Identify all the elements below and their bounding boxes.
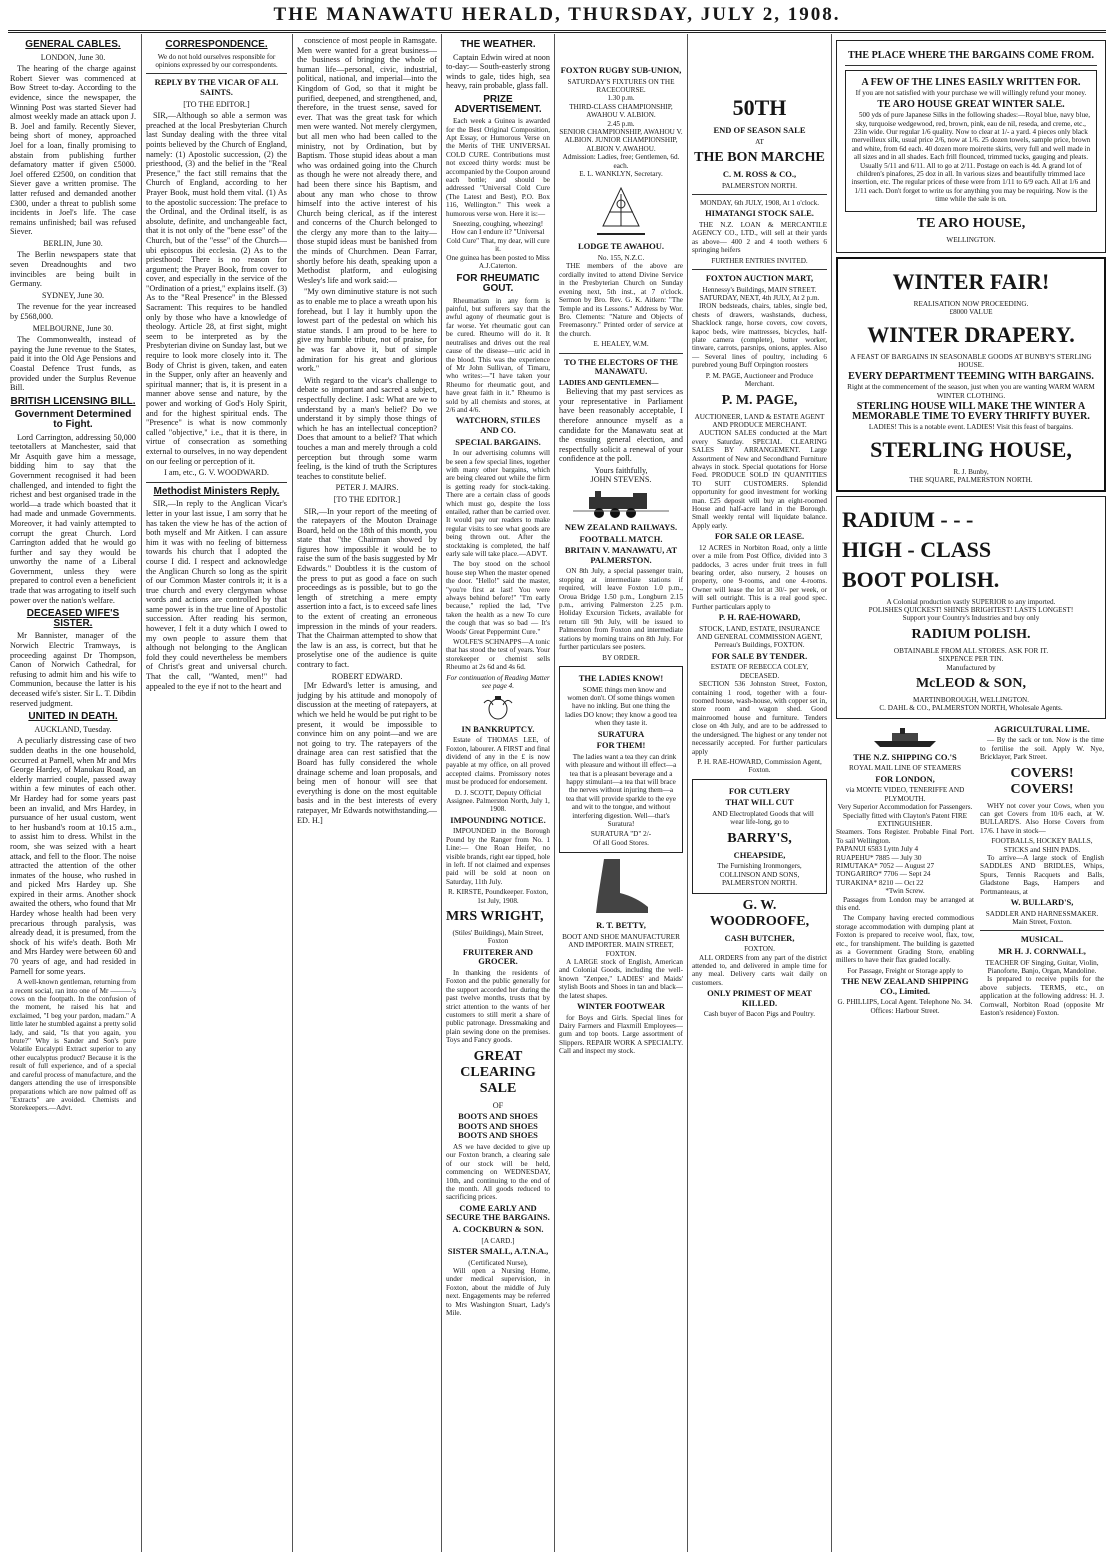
main-foxton: Main Street, Foxton. (1012, 918, 1072, 927)
coley-line: ESTATE OF REBECCA COLEY, DECEASED. (710, 663, 809, 680)
sister-heading: DECEASED WIFE'S SISTER. (26, 608, 120, 629)
continuation-note: For continuation of Reading Matter see page 4. (446, 673, 550, 691)
correspondence-heading: CORRESPONDENCE. (165, 39, 268, 50)
column-divider (141, 34, 142, 1552)
footballs-line: FOOTBALLS, HOCKEY BALLS, STICKS and SHIN PADS. (991, 837, 1093, 854)
masthead-rule (8, 30, 1106, 31)
electors-signature: JOHN STEVENS. (590, 475, 652, 485)
fixture: SENIOR CHAMPIONSHIP, AWAHOU V. ALBION. JUNIOR CHAMPIONSHIP, ALBION V. AWAHOU. (559, 128, 683, 153)
phillips-line: G. PHILLIPS, Local Agent. Telephone No. 34. Offices: Harbour Street. (837, 998, 973, 1015)
teacher-line: TEACHER OF Singing, Guitar, Violin, Pianoforte, Banjo, Organ, Mandoline. (985, 958, 1099, 976)
methodist-heading: Methodist Ministers Reply. (153, 485, 280, 497)
saturday-line: SATURDAY, NEXT, 4th JULY, At 2 p.m. (699, 294, 820, 303)
sterling-make: STERLING HOUSE WILL MAKE THE WINTER A MEMORABLE TIME TO EVERY THRIFTY BUYER. (852, 401, 1090, 422)
electors-body: Believing that my past services as your representative in Parliament have been reasonably acceptable, I therefore announce myself as a candidate for the Manawatu seat at the ensuing general election, and respectfully solicit a renewal of your confidence at the poll. (559, 387, 683, 464)
gout-heading: FOR RHEUMATIC GOUT. (456, 273, 540, 295)
editor-note: [Mr Edward's letter is amusing, and judging by his attitude and monopoly of discussion at the meeting of ratepayers, at which we held he would be put right to be present, it would be impossible to convince him on any point—and we are not going to try. The ratepayers of the drainage area can rest satisfied that the Board has fully considered the whole drainage scheme and loan proposals, and being men of honour will see that everything is done on the most equitable basis and in the best interests of every ratepayer, Mr Edwards notwithstanding.—ED. H.] (297, 681, 437, 825)
match-heading: BRITAIN V. MANAWATU, AT PALMERSTON. (564, 545, 678, 565)
card-label: [A CARD.] (481, 1236, 515, 1245)
letter-body: SIR,—Although so able a sermon was preached at the local Presbyterian Church last Sunday dealing with the three vital points believed by the Church of England, namely: (1) Apostolic succession, (2) the priesthood, (3) and the belief in the "Real Presence," the fact still remains that the Church of England, according to her Prayer Book, must hold them vital. (1) As to the apostolic succession: The preface to the Ordinal, and the Ordinal itself, is as absolute, definite, and unchangeable fact, that it is not only of the "bene esse" of the Church, but of the "esse" of the Church—ubi episcopus ibi ecclesia. (2) As to the priesthood: There is no reason for argument; the Prayer Book, from cover to cover, and especially in the service of the "Ordination of a priest," explains itself. (3) As to the "Real Presence" in the Blessed Sacrament: This requires to be handled only by those who have a knowledge of theology. Article 28, at first sight, might seem to be interpreted as by the Presbyterian divine on Sunday last, but we require to look more closely into it. The Body of Christ is given, taken, and eaten in the Supper, only after an heavenly and spiritual manner; that is, it is present in a manner above sense and nature, by the power and working of God's Holy Spirit, and for the highest spiritual ends. The "Presence" is what is now commonly called "objective," i.e., that it is there, in virtue of consecration as something external to ourselves, in no way dependent on our feeling or perception of it. (146, 111, 287, 466)
radium-colonial: A Colonial production vastly SUPERIOR to any imported. (886, 597, 1056, 606)
dateline: BERLIN, June 30. (43, 238, 103, 248)
sister-body: Will open a Nursing Home, under medical supervision, in Foxton, about the middle of July next. Engagements may be referred to Mrs Washington Stuart, Lady's Mile. (446, 1267, 550, 1318)
sister-small-name: SISTER SMALL, A.T.N.A., (447, 1246, 549, 1257)
locomotive-icon (559, 489, 683, 519)
railways-body: ON 8th July, a special passenger train, stopping at intermediate stations if required, will leave Foxton 1.0 p.m., Oroua Bridge 1.50 p.m., Longburn 2.15 p.m., arriving Palmerston 2.25 p.m. Holiday Excursion Tickets, available for return till 9th July, will be issued to Palmerston from Foxton and intermediate stations by morning trains on 8th July. For further particulars see posters. (559, 567, 683, 652)
bankruptcy-signature: D. J. SCOTT, Deputy Official Assignee. Palmerston North, July 1, 1908. (446, 788, 550, 814)
lodge-signature: E. HEALEY, W.M. (593, 340, 649, 349)
musical-heading: MUSICAL. (1020, 934, 1064, 945)
column-4 (446, 36, 550, 1551)
signature: I am, etc., G. V. WOODWARD. (164, 468, 269, 478)
column-3 (297, 36, 437, 1551)
editor-line: [TO THE EDITOR.] (333, 494, 401, 504)
column-divider (554, 34, 555, 1552)
ladies-notable: LADIES! This is a notable event. LADIES! Visit this feast of bargains. (868, 423, 1074, 432)
betty-footer: for Boys and Girls. Special lines for Dairy Farmers and Flaxmill Employees—gum and top boots. Large assortment of Slippers. REPAIR WORK A SPECIALTY. Call and inspect my stock. (559, 1013, 683, 1056)
covers-body: WHY not cover your Cows, when you can get Covers from 10/6 each, at W. BULLARD'S. Also Horse Covers from 17/6. I have in stock— (980, 801, 1104, 835)
letter-body: SIR,—In reply to the Anglican Vicar's letter in your last issue, I am sorry that he has taken the view he has of the action of both myself and Mr Aitken. I can assure him it was with no feeling of bitterness towards his church that I adopted the course I did. I respect and acknowledge the Anglican Church so long as the spirit of our Common Master controls it; it is a true church and every clergyman whose words and actions are controlled by that same power is in the true line of Apostolic succession. After reading his sermon, however, I felt it a duty which I owed to my own people to assure them that although not belonging to the Anglican fold they could nevertheless be members of Christ's great and universal church. That the call, "Wanted, men!" had appealed to the eye if not to the heart and (146, 499, 287, 691)
bon-marche: THE BON MARCHE (694, 150, 825, 165)
signature: PETER J. MAJRS. (335, 483, 399, 493)
dateline: SYDNEY, June 30. (41, 290, 105, 300)
disclaimer: We do not hold ourselves responsible for opinions expressed by our correspondents. (155, 52, 278, 69)
feast-line: A FEAST OF BARGAINS IN SEASONABLE GOODS AT BUNBY'S STERLING HOUSE. (850, 352, 1092, 370)
column-6 (692, 36, 827, 1551)
for-sale-heading: FOR SALE OR LEASE. (714, 531, 805, 542)
cutlery-subheading: THAT WILL CUT (725, 797, 794, 808)
column-1 (10, 36, 136, 1551)
cutlery-ad (692, 779, 827, 894)
ladies-know-body: SOME things men know and women don't. Of some things women have no inkling. But one thing the ladies DO know; they know a good tea when they taste it. (565, 685, 677, 728)
at-label: AT (755, 137, 764, 146)
bankruptcy-body: Estate of THOMAS LEE, of Foxton, labourer. A FIRST and final dividend of any in the £ is now payable at my office, on all proved accepted claims. Promissory notes must be produced for endorsement. (446, 736, 550, 787)
lodge-heading: LODGE TE AWAHOU. (577, 241, 665, 252)
article-paragraph: Mr Bannister, manager of the Norwich Electric Tramways, is proceeding against Dr Thompson, Canon of Norwich Cathedral, for refusing to admit him and his wife to Communion, because the latter is his deceased wife's sister. Sir L. T. Dibdin reserved judgment. (10, 631, 136, 708)
special-heading: SPECIAL BARGAINS. (455, 436, 541, 447)
te-aro-ad (836, 40, 1106, 253)
nzloan-body: THE N.Z. LOAN & MERCANTILE AGENCY CO., LTD., will sell at their yards as above— 400 2 and 4 tooth wethers 6 springing heifers (692, 221, 827, 255)
signature: ROBERT EDWARD. (331, 671, 403, 681)
steamer-row: PAPANUI 6583 Lyttn July 4 (836, 845, 919, 854)
boot-icon (559, 857, 683, 917)
via-line: via MONTE VIDEO, TENERIFFE AND PLYMOUTH. (845, 786, 965, 803)
watchorn-heading: WATCHORN, STILES AND CO. (455, 415, 541, 435)
right-at-line: Right at the commencement of the season, just when you are wanting WARM WARM WINTER CLOTHING. (847, 383, 1095, 400)
clearing-of: OF (492, 1100, 504, 1110)
rugby-admission: Admission: Ladies, free; Gentlemen, 6d. each. (562, 153, 680, 170)
letter-body: With regard to the vicar's challenge to debate so important and sacred a subject, respectfully decline. I ask: What are we to understand by a man's belief? Do we understand it by simply those things of which he has an intellectual conception? Does that amount to a belief? That which touches a man and merely through a cold perception but through some warm feeling, is the kind of truth the Scriptures teaches to constitute belief. (297, 375, 437, 481)
for-london: FOR LONDON, (875, 773, 935, 784)
letter-body: conscience of most people in Ramsgate. Men were wanted for a great business—the business of bringing the whole of human life—personal, civic, industrial, political, national, and imperial—into the Kingdom of God, so that it might be purified, deepened, and strengthened, and, therefore, in the truest sense, saved for ever. That was the great task for which men were wanted. Not merely clergymen, but all men who had been called to the ministry, not by Ordination, but by Baptism. Those stupid ideas about a man who was ordained going into the Church as though he were not already there, and had been there since his Baptism, and about any man who chose to throw himself into the active interest of his Church being clerical, as if the interest and concerns of the Church belonged to the clergy any more than to the laity—those stupid ideas must be banished from the minds of Churchmen. Dean Farrar, shortly before his death, speaking upon a Methodist platform, and eulogising Wesley's life and work said:— (297, 36, 437, 285)
special-body: In our advertising columns will be seen a few special lines, together with many other bargains, which are being cleared out while the firm is getting ready for stock-taking. There are a certain class of goods which must go, despite the loss entailed, rather than be carried over. It would pay our readers to make regular visits to see what goods are being thrown out. After the stocktaking is completed, the half early sale will take place.—ADVT. (446, 449, 550, 558)
dahl-line: C. DAHL & CO., PALMERSTON NORTH, Wholesale Agents. (879, 704, 1063, 713)
column-2 (146, 36, 287, 1551)
article-paragraph: The revenue for the year increased by £568,000. (10, 302, 136, 322)
impounding-heading: IMPOUNDING NOTICE. (450, 814, 546, 825)
prize-heading: PRIZE ADVERTISEMENT. (454, 93, 542, 115)
column-divider (687, 34, 688, 1552)
article-paragraph: The Berlin newspapers state that seven Dreadnoughts and two invincibles are being built in Germany. (10, 250, 136, 289)
winter-fair-ad (836, 257, 1106, 491)
winter-drapery-heading: WINTER DRAPERY. (867, 321, 1075, 347)
season-end: END OF SEASON SALE (713, 125, 806, 135)
rae-subtitle: STOCK, LAND, ESTATE, INSURANCE AND GENERAL COMMISSION AGENT, (696, 624, 823, 642)
article-paragraph: Lord Carrington, addressing 50,000 teetotallers at Manchester, said that Mr Asquith gave him a message, bidding him to say that the Government recognised it had been challenged, and intended to fight the richest and best organised trade in the world—a trade which boasted that it had made and unmade Governments. Moreover, it had vainly attempted to corrupt the great Church. Lord Carrington added that he would go further and say they would be unworthy the name of a Liberal Government, unless they were prepared to control even a beneficient trade that was arrogating to itself such power over the nation's welfare. (10, 432, 136, 605)
rugby-signature: E. L. WANKLYN, Secretary. (579, 170, 663, 179)
woodroofe-body: ALL ORDERS from any part of the district attended to, and delivered in ample time for any meal. Delivery carts wait daily on customers. (692, 953, 827, 987)
bargains-heading: THE PLACE WHERE THE BARGAINS COME FROM. (847, 50, 1095, 61)
suratura-stores: Of all Good Stores. (593, 838, 649, 847)
every-dept: EVERY DEPARTMENT TEEMING WITH BARGAINS. (848, 370, 1094, 382)
suratura-body: The ladies want a tea they can drink with pleasure and without ill effect—a tea that is a pleasant beverage and a happy stimulant—a tea that will brace the nerves without injuring them—a tea that will provide sparkle to the eye and wit to the tongue, and without interfering digestion. Well—that's Suratura! (565, 752, 677, 828)
wellington-label: WELLINGTON. (946, 235, 996, 244)
bullard-name: W. BULLARD'S, (1010, 897, 1074, 908)
martinborough-line: MARTINBOROUGH, WELLINGTON. (912, 695, 1030, 704)
saddles-body: To arrive—A large stock of English SADDLES AND BRIDLES, Whips, Spurs, Tennis Racquets and Balls, Gladstone Bags, Hampers and Portmanteaus, at (980, 854, 1104, 896)
column-5 (559, 36, 683, 1551)
fixture-time: 2.45 p.m. (607, 119, 635, 128)
by-order: BY ORDER. (602, 653, 640, 662)
sister-cert: (Certificated Nurse), (468, 1258, 528, 1267)
woolfe-ad: WOLFE'S SCHNAPPS—A tonic that has stood the test of years. Your storekeeper or chemist sells Rheumo at 2s 6d and 4s 6d. (446, 638, 550, 672)
rae-signature: P. H. RAE-HOWARD, Commission Agent, Foxton. (697, 757, 822, 775)
peppermint-poem: The boy stood on the school house step When the master opened the door. "Hello!" said the master, "you're first at last! You were always behind before!" "I'm early because," replied the lad, "I've taken the health as a new To cure the cough that was so bad — It's Woods' Great Peppermint Cure." (446, 560, 550, 636)
freight-line: For Passage, Freight or Storage apply to (847, 966, 963, 975)
radium-polish: RADIUM POLISH. (911, 626, 1031, 642)
divider (146, 482, 287, 483)
railways-heading: NEW ZEALAND RAILWAYS. (564, 522, 678, 533)
prize-footer: One guinea has been posted to Miss A.J.Caterton. (446, 253, 550, 271)
himatangi-heading: HIMATANGI STOCK SALE. (705, 208, 814, 219)
divider (692, 194, 827, 195)
clearing-body: AS we have decided to give up our Foxton branch, a clearing sale of our stock will be held, commencing on WEDNESDAY, 10th, and continuing to the end of the month. All goods reduced to sacrificing prices. (446, 1143, 550, 1202)
shipping-heading: THE N.Z. SHIPPING CO.'S (853, 751, 957, 762)
support-line: Support your Country's Industries and buy only (902, 614, 1040, 623)
few-lines-heading: A FEW OF THE LINES EASILY WRITTEN FOR. (861, 76, 1081, 88)
page-body: AUCTION SALES conducted at the Mart every Saturday. SPECIAL CLEARING SALES BY ARRANGEMENT. Large Assortment of New and Secondhand Furniture always in stock. Special quotations for Horse Feed. PRODUCE SOLD IN QUANTITIES TO SUIT CUSTOMERS. Splendid opportunity for good investment for working man. £25 deposit will buy an eight-roomed House and half-acre land in the Borough. Small weekly rental will liquidate balance. Apply early. (692, 429, 827, 530)
dateline: MELBOURNE, June 30. (32, 323, 114, 333)
auction-mart-heading: FOXTON AUCTION MART, (705, 273, 814, 284)
masthead-rule-2 (8, 32, 1106, 33)
cornwall-name: MR H. J. CORNWALL, (998, 946, 1086, 957)
column-divider (441, 34, 442, 1552)
ross-name: C. M. ROSS & CO., (722, 169, 797, 179)
te-aro-inner (845, 70, 1097, 212)
palmerston-label: PALMERSTON NORTH. (721, 181, 798, 190)
cutlery-heading: FOR CUTLERY (728, 785, 791, 796)
rae-address: Perreau's Buildings, FOXTON. (714, 641, 805, 650)
electors-heading: TO THE ELECTORS OF THE MANAWATU. (564, 356, 678, 377)
article-paragraph: The Commonwealth, instead of paying the June revenue to the States, paid it into the Old Age Pensions and Coastal Defence Trust funds, as provided under the Surplus Revenue Bill. (10, 335, 136, 393)
bacon-line: Cash buyer of Bacon Pigs and Poultry. (703, 1010, 816, 1019)
column-divider (831, 34, 832, 1552)
fiftieth-heading: 50TH (732, 95, 787, 120)
divider (845, 65, 1097, 66)
bunby-line: R. J. Bunby, (953, 467, 989, 476)
divider (692, 269, 827, 270)
column-7 (836, 36, 1106, 1551)
article-paragraph: A peculiarly distressing case of two sudden deaths in the one household, occurred at Parnell, when Mr and Mrs George Hardey, of Manukau Road, an elderly married couple, passed away within a few minutes of each other. Mr Hardey had for some years past been an invalid, and Mrs Hardey, in pursuance of her usual custom, went to her husband's room at 10.15 a.m., to assist him to dress. Whilst in the room, she was seized with a heart attack, and fell to the floor. The noise attracted the attention of the other inmates of the house, who rushed in and picked Mrs Hardey up. She expired in their arms. Another shock awaited the others, who found that Mr Hardey whose health had been very precarious through paralysis, was already dead, it is presumed, from the shock of his wife's death. Both Mr and Mrs Hardey were between 60 and 70 years of age, and had resided in Parnell for some years. (10, 736, 136, 976)
masthead-title: THE MANAWATU HERALD, THURSDAY, JULY 2, 1908. (273, 4, 841, 25)
radium-ad (836, 496, 1106, 719)
licensing-heading: BRITISH LICENSING BILL. (10, 395, 136, 407)
coat-of-arms-icon (446, 695, 550, 721)
cutlery-body: AND Electroplated Goods that will wear life-long, go to (712, 809, 814, 827)
impounding-signature: R. KIRSTE, Poundkeeper. Foxton, 1st July, 1908. (447, 888, 549, 905)
sterling-house: STERLING HOUSE, (870, 436, 1072, 462)
page-signature: P. M. PAGE, Auctioneer and Produce Merchant. (705, 371, 814, 389)
suratura-ad (559, 666, 683, 853)
sixpence-line: SIXPENCE PER TIN. (938, 655, 1004, 664)
page-title: P. M. PAGE, (721, 392, 798, 408)
letter-quote: "My own diminutive stature is not such as to enable me to place a wreath upon his forehead, but I lay it humbly upon the lowest part of the pedestal on which his statue stands. I am proud to be here to give my humble tribute, not of praise, for he was far above it, but of simple admiration for his great and glorious work." (297, 287, 437, 374)
hennesey-line: Hennessy's Buildings, MAIN STREET. (702, 285, 817, 294)
dateline: AUCKLAND, Tuesday. (34, 724, 112, 734)
radium-line-1: RADIUM - - - (842, 506, 974, 532)
winter-footwear: WINTER FOOTWEAR (576, 1001, 666, 1012)
steamer-row: TURAKINA* 8210 — Oct 22 (836, 878, 924, 887)
radium-line-2: HIGH - CLASS (842, 536, 992, 562)
meat-line: ONLY PRIMEST OF MEAT KILLED. (707, 988, 812, 1008)
iron-body: IRON bedsteads, chairs, tables, single bed, chests of drawers, washstands, duchess, Shacklock range, horse covers, cow covers, kapoc beds, wire mattresses, bicycles, half-plate camera (complete), butter worker, tinware, carrots, parsnips, onions, apples. Also— Several lines of poultry, including 6 purebred young Buff Orpington roosters (692, 302, 827, 370)
divider (146, 73, 287, 74)
come-early: COME EARLY AND SECURE THE BARGAINS. (446, 1202, 550, 1223)
furnishing-line: The Furnishing Ironmongers, COLLINSON AND SONS, PALMERSTON NORTH. (717, 862, 802, 888)
betty-body: A LARGE stock of English, American and Colonial Goods, including the well-known "Zenpee," LADIES' and Maids' stylish Boots and Shoes in tan and black—the latest shapes. (559, 958, 683, 1000)
fruiterer-heading: FRUITERER AND GROCER. (462, 946, 534, 967)
value-line: £8000 VALUE (949, 308, 993, 317)
clearing-sale-heading: GREAT CLEARING SALE (460, 1048, 536, 1096)
betty-subheading: BOOT AND SHOE MANUFACTURER AND IMPORTER. MAIN STREET, FOXTON. (562, 932, 680, 958)
radium-line-3: BOOT POLISH. (842, 566, 1000, 592)
twin-screw: *Twin Screw. (885, 887, 925, 896)
lime-body: — By the sack or ton. Now is the time to fertilise the soil. Apply W. Nye, Bricklayer, Park Street. (980, 736, 1104, 762)
article-paragraph: The hearing of the charge against Robert Siever was commenced at Bow Street to-day. According to the evidence, since the newspaper, the Winning Post was started Siever had almost weekly made an attack upon J. B. Joel and family. Recently Siever, being short of money, approached Joel for a loan, finally promising to abstain from publishing further defamatory matter if given £5000. Joel offered £2500, on condition that Siever gave a written promise. The latter refused and demanded another £300, under a threat to publish some incidents in Joel's life. The case remains unfinished; bail was refused Siever. (10, 64, 136, 237)
satisfied-line: If you are not satisfied with your purchase we will willingly refund your money. (855, 89, 1087, 98)
masonic-emblem-icon (559, 182, 683, 238)
accommodation-line: Very Superior Accommodation for Passengers. Specially fitted with Clayton's Patent FIRE EXTINGUISHER. (837, 803, 973, 828)
harness-line: SADDLER AND HARNESSMAKER. (985, 909, 1099, 918)
steamship-icon (836, 727, 974, 749)
wright-body: In thanking the residents of Foxton and the public generally for the support accorded her during the past twelve months, trusts that by strict attention to the wants of her customers to still merit a share of public patronage. Dressmaking and plain sewing done on the premises. Toys and Fancy goods. (446, 969, 550, 1045)
norbiton-body: 12 ACRES in Norbiton Road, only a little over a mile from Post Office, divided into 3 paddocks, 3 acres under fruit trees in full bearing order, also nursery, 2 houses on property, one 9-rooms, and one 4-rooms. Owner will lease the lot at 30/- per week, or will sell outright. This is a real good spec. Further particulars apply to (692, 543, 827, 611)
boots-heading: BOOTS AND SHOES BOOTS AND SHOES BOOTS AND SHOES (458, 1111, 538, 1141)
te-aro-body: 500 yds of pure Japanese Silks in the following shades:—Royal blue, navy blue, sky, turquoise wedgewood, red, brown, pink, eau de nil, reseda, and creme, etc., 23in wide. Our regular 1/6 quality. Now to clear at 1/- a yard. 4 pieces only black merveilleux silk, usual price 2/6, now at 1/6. 25 dozen towels, sample price, brown and white, from 6d each. 40 dozen more moirette skirts, very full and well made in all sizes and in all shades. Each frill flounced, trimmed tucks, gauging and pleats. Usually 5/11 and 6/11. All to go at 2/11. Postage on each is 4d. A grand lot of children's pinafores, 25 doz in all. In various sizes and beautifully trimmed lace insertion, etc. The regular prices of these were from 1/11 to 6/9 each. All at 1/6 and 1/11 each. Don't forget to write us for anything you may be requiring. Now is the time while the sale is on. (851, 111, 1091, 204)
steamer-row: TONGARIRO* 7706 — Sept 24 (836, 870, 931, 879)
square-line: THE SQUARE, PALMERSTON NORTH. (909, 476, 1033, 485)
passages-line: Passages from London may be arranged at this end. (836, 895, 974, 913)
lime-heading: AGRICULTURAL LIME. (994, 723, 1090, 734)
column-divider (292, 34, 293, 1552)
nz-shipping-name: THE NEW ZEALAND SHIPPING CO., Limited. (841, 976, 969, 996)
fixture: THIRD-CLASS CHAMPIONSHIP, AWAHOU V. ALBION. (569, 102, 673, 120)
ladies-know: THE LADIES KNOW! (578, 672, 664, 683)
polishes-line: POLISHES QUICKEST! SHINES BRIGHTEST! LASTS LONGEST! (868, 605, 1074, 614)
general-cables-heading: GENERAL CABLES. (25, 39, 121, 50)
weather-body: Captain Edwin wired at noon to-day:— South-easterly strong winds to gale, tides high, sea heavy, rain probable, glass fall. (446, 52, 550, 91)
steamer-row: RIMUTAKA* 7052 — August 27 (836, 862, 935, 870)
monday-line: MONDAY, 6th JULY, 1908, At 1 o'clock. (699, 199, 820, 207)
editor-line: [TO THE EDITOR.] (183, 99, 250, 109)
te-aro-sale-heading: TE ARO HOUSE GREAT WINTER SALE. (877, 98, 1065, 110)
electors-close: Yours faithfully, (594, 465, 648, 475)
tender-heading: FOR SALE BY TENDER. (711, 650, 808, 661)
manufactured-line: Manufactured by (946, 663, 996, 672)
woodroofe-name: G. W. WOODROOFE, (709, 897, 810, 929)
impounding-body: IMPOUNDED in the Borough Pound by the Ranger from No. 1 Line:— One Roan Heifer, no visible brands, right ear tipped, hole in left. If not claimed and expenses paid will be sold at noon on Saturday, 11th July. (446, 827, 550, 886)
football-heading: FOOTBALL MATCH. (579, 533, 663, 544)
death-heading: UNITED IN DEATH. (28, 711, 118, 723)
electors-greeting: LADIES AND GENTLEMEN— (559, 378, 659, 387)
section-body: SECTION 536 Johnston Street, Foxton, containing 1 rood, together with a four-roomed house, wash-house, with copper set in, store room and wagon shed. Good mainroomed house and furniture. Tenders close on 4th July, and are to be addressed to the undersigned. The highest or any tender not necessarily accepted. For further particulars apply (692, 680, 827, 756)
prize-verse: Sneezing, coughing, wheezing! How can I endure it? "Universal Cold Cure" That, my dear, will cure it. (446, 220, 550, 254)
mcleod-name: McLEOD & SON, (915, 675, 1027, 691)
butcher-label: CASH BUTCHER, (724, 932, 795, 943)
rugby-subheading: SATURDAY'S FIXTURES ON THE RACECOURSE. (567, 77, 675, 94)
bullard-ad (980, 723, 1104, 1020)
rae-heading: P. H. RAE-HOWARD, (718, 612, 801, 623)
steamers-header: Steamers. Tons Register. Probable Final Port. To sail Wellington. (836, 828, 974, 845)
weather-heading: THE WEATHER. (460, 39, 536, 50)
gout-body: Rheumatism in any form is painful, but sufferers say that the awful agony of rheumatic gout is far worse. Yet rheumatic gout can be cured. Rheumo will do it. It neutralises and drives out the real cause of the disease—uric acid in the blood. This was the experience of Mr John Sullivan, of Timaru, who writes:—"I have taken your Rheumo for rheumatic gout, and have great faith in it." Rheumo is sold by all chemists and stores, at 2/6 and 4/6. (446, 296, 550, 414)
for-them: FOR THEM! (596, 740, 646, 751)
page-subtitle: AUCTIONEER, LAND & ESTATE AGENT AND PRODUCE MERCHANT. (694, 412, 825, 429)
wright-subtitle: (Stiles' Buildings), Main Street, Foxton (452, 929, 544, 946)
barrys-name: BARRY'S, (727, 830, 792, 846)
article-paragraph: A well-known gentleman, returning from a recent social, ran into one of Mr ———'s cows on the footpath. In the confusion of the moment, he raised his hat and exclaimed, "I beg your pardon, madam." A little later he stumbled against a pretty solid lady, and said, "Is that you again, you brute?" Why is Sander and Son's pure Volatile Eucalypti Extract superior to any other eucalyptus product? Because it is the result of full experience, and of a special and careful process of manufacture, and the dangers attending the use of irresponsible preparations which are now palmed off as "Extracts" are avoided. Chemists and Storekeepers.—Advt. (10, 978, 136, 1113)
shipping-ad (836, 723, 974, 1020)
prize-body: Each week a Guinea is awarded for the Best Original Composition, Apt Essay, or Humorous Verse on the Merits of THE UNIVERSAL COLD CURE. Contributions must not exceed thirty words: must be accompanied by the Coupon around each bottle; and should be addressed "Universal Cold Cure (The Latest and Best), P.O. Box 116, Wellington." This week a humorous verse won. Here it is:— (446, 117, 550, 218)
divider (559, 353, 683, 354)
winter-fair-heading: WINTER FAIR! (892, 269, 1050, 295)
lodge-number: No. 155, N.Z.C. (597, 254, 645, 263)
letter-body: SIR,—In your report of the meeting of the ratepayers of the Mouton Drainage Board, held on the 18th of this month, you state that "the Chairman showed by figures how impossible it would be to raise the sum of the basis suggested by Mr Edwards." Doubtless it is the custom of the press to put as good a face on such proceedings as is possible, but to go the length of stretching a mere empty assertion into a fact, is to exceed safe lines to the extent of creating an erroneous impression in the minds of your readers. That the Chairman attempted to show that the law is an ass, is correct, but that he proselytise one of the audience is quite contrary to fact. (297, 506, 437, 669)
suratura-name: SURATURA (597, 728, 645, 739)
letter-title: REPLY BY THE VICAR OF ALL SAINTS. (154, 77, 279, 97)
further-entries: FURTHER ENTRIES INVITED. (711, 256, 808, 265)
divider (980, 930, 1104, 931)
betty-heading: R. T. BETTY, (596, 920, 646, 931)
bankruptcy-heading: IN BANKRUPTCY. (461, 723, 535, 734)
lodge-body: THE members of the above are cordially invited to attend Divine Service in the Presbyterian Church on Sunday evening next, 5th inst., at 7 o'clock. Sermon by Bro. Rev. G. K. Aitken: "The Temple and its Lessons." Address by Wor. Bro. Clements: "Nature and Objects of Freemasonry." Printed order of service at the church. (559, 262, 683, 338)
royal-mail-line: ROYAL MAIL LINE OF STEAMERS (848, 764, 962, 773)
obtainable-line: OBTAINABLE FROM ALL STORES. ASK FOR IT. (893, 646, 1049, 655)
suratura-price: SURATURA "D" 2/- (590, 830, 652, 839)
foxton-label: FOXTON. (744, 945, 775, 954)
fixture-time: 1.30 p.m. (607, 94, 635, 103)
cockburn-name: A. COCKBURN & SON. (452, 1224, 544, 1235)
te-aro-house: TE ARO HOUSE, (916, 215, 1026, 231)
rugby-heading: FOXTON RUGBY SUB-UNION, (560, 65, 682, 75)
steamer-row: RUAPEHU* 7885 — July 30 (836, 853, 922, 862)
licensing-subheading: Government Determined to Fight. (14, 409, 132, 430)
wright-title: MRS WRIGHT, (446, 909, 544, 924)
covers-heading: COVERS! COVERS! (1010, 765, 1074, 797)
company-body: The Company having erected commodious storage accommodation with dumping plant at Foxton is prepared to receive wool, flax, tow, etc., for transhipment. The building is gazetted as a Government Grading Store, enabling millers to have their flax graded locally. (836, 914, 974, 965)
cheapside-name: CHEAPSIDE, (733, 849, 786, 860)
prepared-body: Is prepared to receive pupils for the above subjects. TERMS, etc., on application at the following address: H. J. Cornwall, Norbiton Road (opposite Mr Easton's residence) Foxton. (980, 975, 1104, 1018)
realisation-line: REALISATION NOW PROCEEDING. (913, 300, 1029, 309)
dateline: LONDON, June 30. (40, 52, 106, 62)
